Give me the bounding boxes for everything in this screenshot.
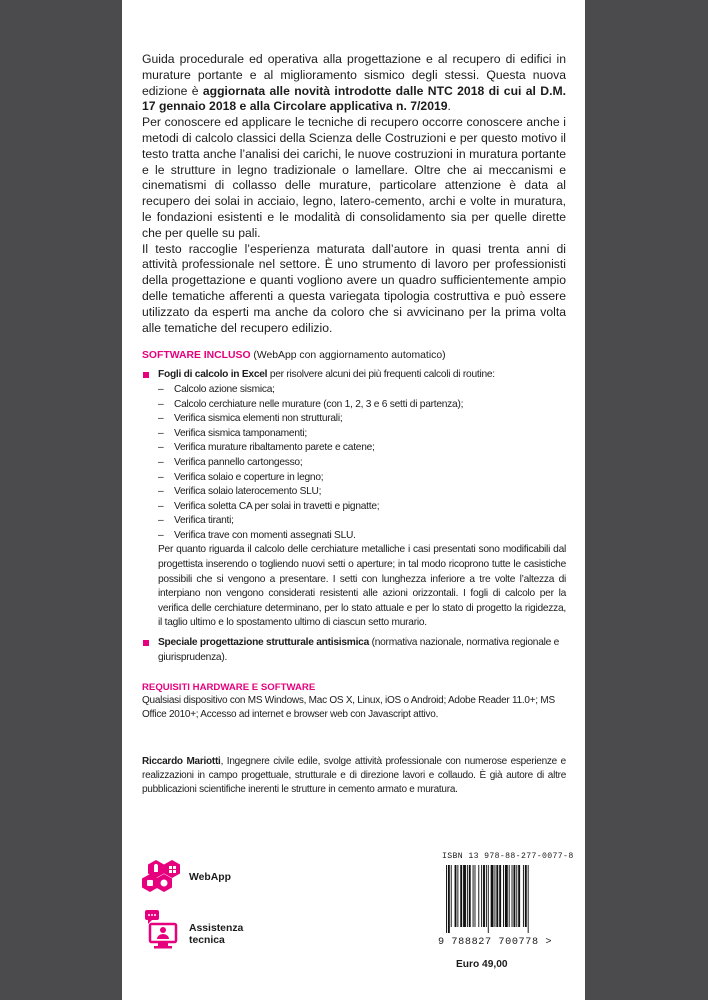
barcode-bar bbox=[503, 865, 504, 927]
software-list-item bbox=[158, 500, 566, 515]
dash-bullet-icon: – bbox=[158, 471, 164, 483]
requirements-title: REQUISITI HARDWARE E SOFTWARE bbox=[142, 682, 316, 694]
software-item-text: Verifica trave con momenti assegnati SLU. bbox=[174, 529, 356, 541]
author-name: Riccardo Mariotti bbox=[142, 756, 221, 768]
assistenza-badge bbox=[142, 908, 262, 954]
software-list-item bbox=[158, 412, 566, 427]
software-item-text: Verifica sismica tamponamenti; bbox=[174, 427, 307, 439]
dash-bullet-icon: – bbox=[158, 413, 164, 425]
webapp-label: WebApp bbox=[189, 872, 231, 883]
barcode-bar bbox=[457, 865, 458, 927]
dash-bullet-icon: – bbox=[158, 500, 164, 512]
software-item-text: Verifica sismica elementi non strutturali; bbox=[174, 413, 343, 425]
barcode-bar bbox=[467, 865, 468, 927]
software-list-item bbox=[158, 441, 566, 456]
barcode-bar bbox=[513, 865, 515, 927]
software-title: SOFTWARE INCLUSO bbox=[142, 350, 251, 362]
barcode-bar bbox=[483, 865, 485, 927]
barcode-bar bbox=[499, 865, 501, 927]
dash-bullet-icon: – bbox=[158, 529, 164, 541]
barcode-bars bbox=[446, 865, 570, 933]
software-list-item bbox=[158, 529, 566, 544]
webapp-hexagon-icon bbox=[142, 858, 186, 902]
dash-bullet-icon: – bbox=[158, 442, 164, 454]
intro-p1-highlight: aggiornata alle novità introdotte dalle NTC 2018 di cui al D.M. 17 gennaio 2018 e alla Circolare applicativa n. 7/2019 bbox=[142, 83, 566, 114]
software-heading bbox=[142, 349, 566, 363]
software-item-text: Verifica soletta CA per solai in travetti e pignatte; bbox=[174, 500, 380, 512]
barcode-bar bbox=[448, 865, 450, 933]
intro-paragraph-3: Il testo raccoglie l’esperienza maturata dall’autore in quasi trenta anni di attività professionale nel settore. È uno strumento di lavoro per professionisti della progettazione e quanti vogliono avere un quadro sufficientemente ampio delle tematiche afferenti a questa variegata tipologia costruttiva e può essere utilizzato da esperti ma anche da coloro che si avvicinano per la prima volta alle tematiche del recupero edilizio. bbox=[142, 241, 566, 335]
software-item-text: Verifica tiranti; bbox=[174, 515, 234, 527]
software-bullet-antisismica bbox=[142, 636, 566, 665]
back-cover bbox=[122, 0, 585, 1000]
bullet2-bold: Speciale progettazione strutturale antisismica bbox=[158, 637, 369, 649]
webapp-badge bbox=[142, 858, 262, 904]
assistenza-word: Assistenza bbox=[189, 923, 244, 934]
barcode-digits: 9 788827 700778 > bbox=[438, 937, 553, 948]
assistenza-label bbox=[189, 923, 243, 946]
cover-content bbox=[142, 52, 566, 796]
intro-text bbox=[142, 52, 566, 336]
software-list-item bbox=[158, 471, 566, 486]
barcode-bar bbox=[481, 865, 482, 927]
software-item-text: Verifica solaio e coperture in legno; bbox=[174, 471, 324, 483]
barcode-bar bbox=[496, 865, 498, 927]
price: Euro 49,00 bbox=[456, 959, 508, 970]
barcode-bar bbox=[488, 865, 489, 933]
isbn-barcode-area bbox=[438, 852, 574, 970]
badges bbox=[142, 858, 262, 954]
software-list-item bbox=[158, 514, 566, 529]
bullet1-rest: per risolvere alcuni dei più frequenti calcoli di routine: bbox=[267, 369, 495, 381]
barcode-bar bbox=[505, 865, 508, 927]
intro-p1-end: . bbox=[447, 99, 451, 114]
software-list-item bbox=[158, 427, 566, 442]
barcode-bar bbox=[518, 865, 520, 927]
tecnica-word: tecnica bbox=[189, 934, 225, 946]
software-bullet-excel bbox=[142, 368, 566, 631]
pink-square-bullet-icon bbox=[143, 640, 149, 646]
barcode-bar bbox=[455, 865, 457, 927]
barcode-bar bbox=[516, 865, 517, 927]
barcode-bar bbox=[446, 865, 447, 933]
barcode-bar bbox=[478, 865, 479, 927]
software-list-item bbox=[158, 383, 566, 398]
software-item-list bbox=[158, 383, 566, 544]
barcode-bar bbox=[475, 865, 476, 927]
intro-paragraph-2: Per conoscere ed applicare le tecniche di recupero occorre conoscere anche i metodi di calcolo classici della Scienza delle Costruzioni e per questo motivo il testo tratta anche l’analisi dei carichi, le nuove costruzioni in muratura portante e le strutture in legno tradizionale o lamellare. Oltre che ai meccanismi e cinematismi di collasso delle murature, particolare attenzione è data al recupero dei solai in acciaio, legno, latero-cemento, archi e volte in muratura, le fondazioni esistenti e le modalità di consolidamento sia per quelle dirette che per quelle su pali. bbox=[142, 115, 566, 240]
barcode-bar bbox=[494, 865, 495, 927]
software-item-text: Calcolo azione sismica; bbox=[174, 383, 275, 395]
assistenza-tecnica-icon bbox=[142, 908, 186, 952]
software-list-item bbox=[158, 485, 566, 500]
author-bio-text: , Ingegnere civile edile, svolge attività professionale con numerose esperienze e realizzazioni in campo progettuale, strutturale e di direzione lavori e collaudo. È già autore di altre pubblicazioni scientifiche inerenti le strutture in cemento armato e muratura. bbox=[142, 756, 566, 795]
barcode-bar bbox=[451, 865, 452, 927]
barcode-bar bbox=[528, 865, 529, 933]
barcode-bar bbox=[512, 865, 513, 927]
requirements-text: Qualsiasi dispositivo con MS Windows, Mac OS X, Linux, iOS o Android; Adobe Reader 11.0+; MS Office 2010+; Accesso ad internet e browser web con Javascript attivo. bbox=[142, 695, 555, 720]
software-item-text: Verifica solaio laterocemento SLU; bbox=[174, 486, 322, 498]
barcode-bar bbox=[469, 865, 471, 927]
barcode-bar bbox=[486, 865, 487, 927]
bullet2-rest: (normativa nazionale, normativa regionale e giurisprudenza). bbox=[158, 637, 560, 663]
intro-paragraph-1 bbox=[142, 52, 566, 115]
barcode-bar bbox=[473, 865, 474, 927]
isbn-label: ISBN 13 978-88-277-0077-8 bbox=[442, 852, 574, 861]
dash-bullet-icon: – bbox=[158, 383, 164, 395]
cerchiature-note: Per quanto riguarda il calcolo delle cerchiature metalliche i casi presentati sono modificabili dal progettista inserendo o togliendo nuovi setti o aperture; in tal modo ricoprono tutte le casistiche possibili che si vengono a presentare. I setti con lunghezza inferiore a tre volte l’altezza di interpiano non vengono considerati resistenti alle azioni orizzontali. I fogli di calcolo per la verifica delle cerchiature determinano, per lo stato attuale e per lo stato di progetto la rigidezza, il taglio ultimo e lo spostamento ultimo di ciascun setto murario. bbox=[158, 544, 566, 629]
barcode-bar bbox=[525, 865, 527, 927]
pink-square-bullet-icon bbox=[143, 372, 149, 378]
software-item-text: Verifica pannello cartongesso; bbox=[174, 456, 303, 468]
author-bio bbox=[142, 755, 566, 796]
barcode-bar bbox=[523, 865, 524, 927]
dash-bullet-icon: – bbox=[158, 427, 164, 439]
barcode-bar bbox=[460, 865, 462, 927]
barcode-bar bbox=[509, 865, 510, 927]
software-title-note: (WebApp con aggiornamento automatico) bbox=[250, 350, 446, 362]
software-list-item bbox=[158, 398, 566, 413]
dash-bullet-icon: – bbox=[158, 515, 164, 527]
barcode bbox=[438, 865, 572, 970]
software-item-text: Calcolo cerchiature nelle murature (con 1, 2, 3 e 6 setti di partenza); bbox=[174, 398, 464, 410]
dash-bullet-icon: – bbox=[158, 486, 164, 498]
dash-bullet-icon: – bbox=[158, 398, 164, 410]
software-item-text: Verifica murature ribaltamento parete e catene; bbox=[174, 442, 375, 454]
intro-p1-text: Guida procedurale ed operativa alla progettazione e al recupero di edifici in murature portante e al miglioramento sismico degli stessi. Questa nuova edizione è bbox=[142, 52, 566, 98]
bullet1-bold: Fogli di calcolo in Excel bbox=[158, 369, 268, 381]
software-list-item bbox=[158, 456, 566, 471]
barcode-bar bbox=[491, 865, 494, 927]
barcode-bar bbox=[463, 865, 466, 927]
dash-bullet-icon: – bbox=[158, 456, 164, 468]
